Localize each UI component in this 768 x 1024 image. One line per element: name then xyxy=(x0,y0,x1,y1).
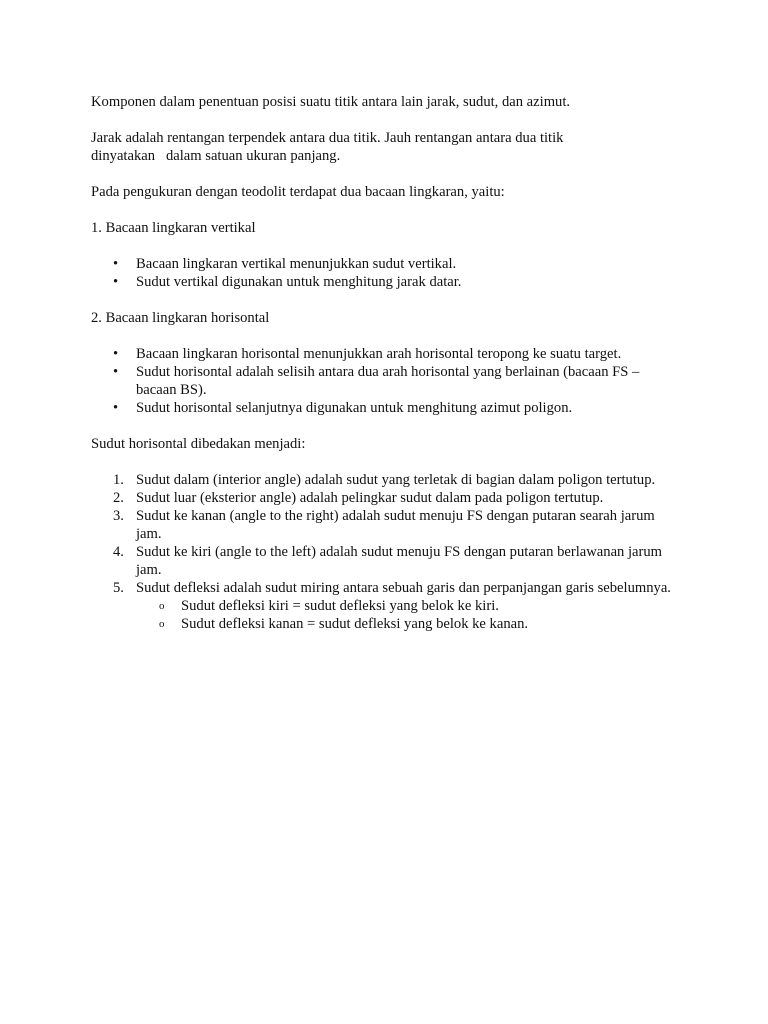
sub-bullet-marker: o xyxy=(159,618,165,630)
list-item xyxy=(91,345,681,363)
list-item-text: Sudut defleksi kanan = sudut defleksi yang belok ke kanan. xyxy=(181,616,529,632)
teodolit-intro: Pada pengukuran dengan teodolit terdapat dua bacaan lingkaran, yaitu: xyxy=(91,184,505,200)
spacer xyxy=(91,201,681,219)
jarak-paragraph xyxy=(91,129,681,165)
spacer xyxy=(91,417,681,435)
list-item-text: Bacaan lingkaran vertikal menunjukkan sudut vertikal. xyxy=(136,256,457,272)
list-item xyxy=(91,399,681,417)
bullet-marker: • xyxy=(113,256,119,272)
sudut-intro: Sudut horisontal dibedakan menjadi: xyxy=(91,436,306,452)
intro-paragraph: Komponen dalam penentuan posisi suatu titik antara lain jarak, sudut, dan azimut. xyxy=(91,94,571,110)
sudut-numbered-list xyxy=(91,471,681,633)
section1-heading: 1. Bacaan lingkaran vertikal xyxy=(91,220,256,236)
list-item xyxy=(91,363,681,399)
list-item-text: Sudut defleksi adalah sudut miring antara sebuah garis dan perpanjangan garis sebelumnya. xyxy=(136,580,671,596)
list-item-text: Sudut vertikal digunakan untuk menghitung jarak datar. xyxy=(136,274,462,290)
list-number: 4. xyxy=(113,544,124,560)
spacer xyxy=(91,291,681,309)
bullet-marker: • xyxy=(113,364,119,380)
bullet-marker: • xyxy=(113,274,119,290)
list-item-text: Sudut horisontal selanjutnya digunakan untuk menghitung azimut poligon. xyxy=(136,400,573,416)
list-item xyxy=(91,579,681,633)
document-page xyxy=(91,93,681,633)
spacer xyxy=(91,165,681,183)
list-item xyxy=(136,615,681,633)
spacer xyxy=(91,237,681,255)
list-number: 5. xyxy=(113,580,124,596)
sub-bullet-marker: o xyxy=(159,600,165,612)
list-item-text: Sudut ke kiri (angle to the left) adalah sudut menuju FS dengan putaran berlawanan jarum jam. xyxy=(136,544,663,578)
list-number: 1. xyxy=(113,472,124,488)
list-item-text: Sudut dalam (interior angle) adalah sudut yang terletak di bagian dalam poligon tertutup. xyxy=(136,472,656,488)
bullet-marker: • xyxy=(113,346,119,362)
list-number: 3. xyxy=(113,508,124,524)
list-item-text: Sudut horisontal adalah selisih antara dua arah horisontal yang berlainan (bacaan FS – bacaan BS). xyxy=(136,364,640,398)
list-item xyxy=(91,273,681,291)
section2-bullet-list xyxy=(91,345,681,417)
spacer xyxy=(91,453,681,471)
list-item xyxy=(91,507,681,543)
list-number: 2. xyxy=(113,490,124,506)
spacer xyxy=(91,327,681,345)
list-item xyxy=(91,471,681,489)
list-item-text: Sudut ke kanan (angle to the right) adalah sudut menuju FS dengan putaran searah jarum jam. xyxy=(136,508,655,542)
jarak-line-2: dinyatakan dalam satuan ukuran panjang. xyxy=(91,148,341,164)
spacer xyxy=(91,111,681,129)
list-item xyxy=(91,255,681,273)
jarak-line-1: Jarak adalah rentangan terpendek antara dua titik. Jauh rentangan antara dua titik xyxy=(91,130,564,146)
list-item xyxy=(91,489,681,507)
list-item-text: Sudut luar (eksterior angle) adalah pelingkar sudut dalam pada poligon tertutup. xyxy=(136,490,604,506)
section1-bullet-list xyxy=(91,255,681,291)
list-item-text: Sudut defleksi kiri = sudut defleksi yang belok ke kiri. xyxy=(181,598,499,614)
section2-heading: 2. Bacaan lingkaran horisontal xyxy=(91,310,270,326)
bullet-marker: • xyxy=(113,400,119,416)
list-item xyxy=(136,597,681,615)
list-item xyxy=(91,543,681,579)
defleksi-sub-list xyxy=(136,597,681,633)
list-item-text: Bacaan lingkaran horisontal menunjukkan arah horisontal teropong ke suatu target. xyxy=(136,346,622,362)
